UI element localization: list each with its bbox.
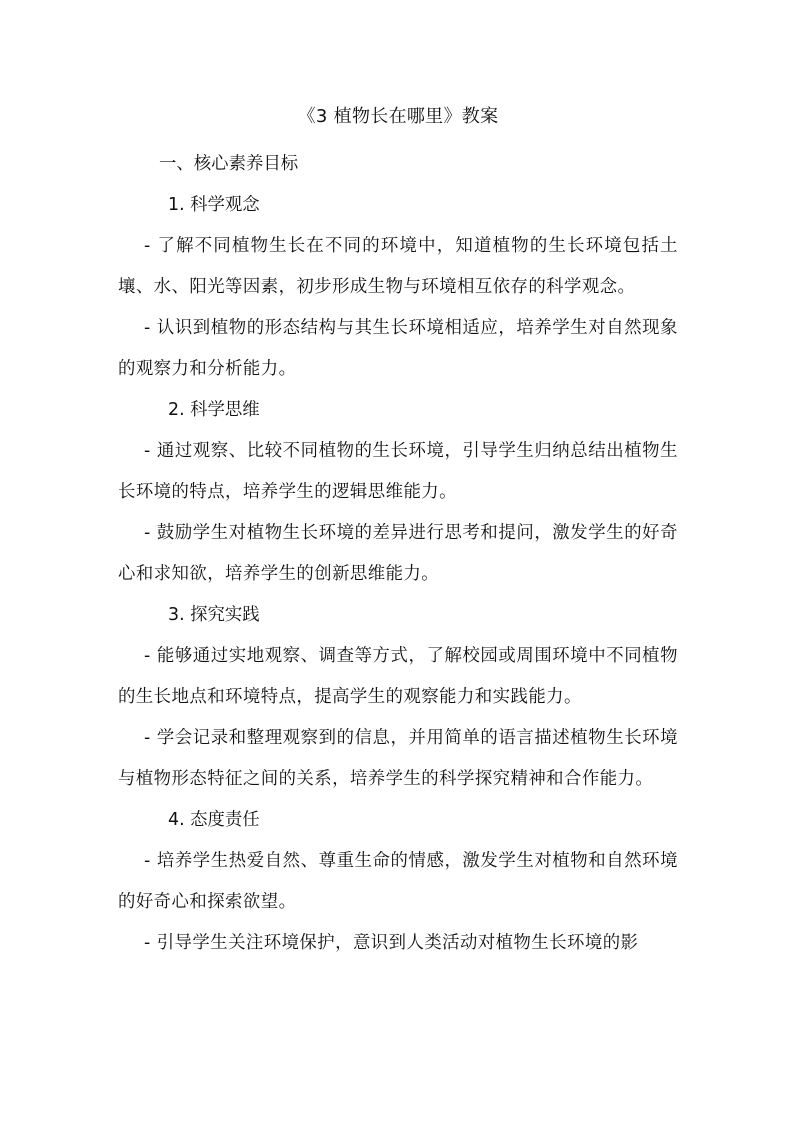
subsection-title-attitude-responsibility: 4. 态度责任: [168, 810, 260, 830]
subsection-title-science-thinking: 2. 科学思维: [168, 400, 260, 420]
paragraph: - 鼓励学生对植物生长环境的差异进行思考和提问，激发学生的好奇心和求知欲，培养学生的创新思维能力。: [118, 523, 678, 584]
document-body: [118, 103, 678, 964]
section-heading-core-goals: 一、核心素养目标: [159, 154, 299, 174]
paragraph: - 培养学生热爱自然、尊重生命的情感，激发学生对植物和自然环境的好奇心和探索欲望。: [118, 851, 678, 912]
paragraph: - 学会记录和整理观察到的信息，并用简单的语言描述植物生长环境与植物形态特征之间的关系，培养学生的科学探究精神和合作能力。: [118, 728, 678, 789]
subsection-title-inquiry-practice: 3. 探究实践: [168, 605, 260, 625]
paragraph: - 引导学生关注环境保护，意识到人类活动对植物生长环境的影: [144, 933, 639, 953]
paragraph: - 通过观察、比较不同植物的生长环境，引导学生归纳总结出植物生长环境的特点，培养学生的逻辑思维能力。: [118, 441, 678, 502]
document-title: 《3 植物长在哪里》教案: [297, 106, 499, 127]
paragraph: - 认识到植物的形态结构与其生长环境相适应，培养学生对自然现象的观察力和分析能力。: [118, 318, 678, 379]
paragraph: - 了解不同植物生长在不同的环境中，知道植物的生长环境包括土壤、水、阳光等因素，初步形成生物与环境相互依存的科学观念。: [118, 236, 678, 297]
paragraph: - 能够通过实地观察、调查等方式，了解校园或周围环境中不同植物的生长地点和环境特点，提高学生的观察能力和实践能力。: [118, 646, 678, 707]
subsection-title-science-concept: 1. 科学观念: [168, 195, 260, 215]
